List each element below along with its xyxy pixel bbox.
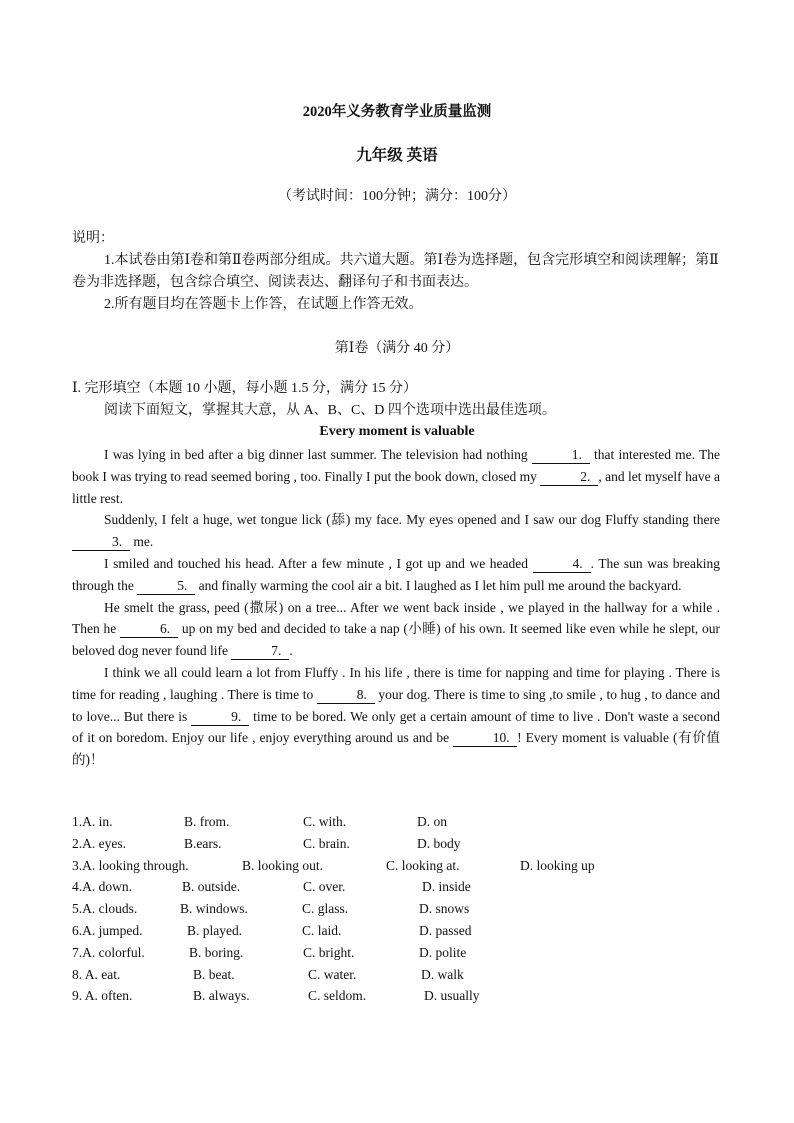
option-row	[72, 901, 722, 923]
option-a: 1.A. in.	[72, 814, 113, 829]
option-row	[72, 814, 722, 836]
option-c: C. with.	[303, 814, 347, 829]
paragraph	[72, 662, 720, 771]
option-b: B. boring.	[189, 944, 244, 960]
paragraph-text: . The sun was breaking through the	[72, 555, 720, 593]
blank-9: 9.	[191, 709, 249, 726]
option-c: C. brain.	[303, 835, 350, 851]
option-a: 6.A. jumped.	[72, 922, 143, 938]
option-d: D. polite	[419, 944, 467, 960]
option-b: B. played.	[187, 922, 243, 938]
option-c: C. water.	[308, 966, 357, 982]
paragraph-text: ! Every moment is valuable (有价值的)！	[72, 730, 721, 768]
option-row	[72, 836, 722, 858]
option-b: B. always.	[193, 988, 250, 1004]
paragraph-text: , and let myself have a little rest.	[72, 468, 720, 506]
blank-3: 3.	[72, 534, 130, 551]
option-d: D. body	[417, 835, 461, 851]
option-d: D. passed	[419, 922, 472, 938]
part-title: 第Ⅰ卷（满分 40 分）	[334, 341, 460, 356]
option-b: B. windows.	[180, 901, 248, 917]
option-c: C. laid.	[302, 922, 342, 938]
option-row	[72, 879, 722, 901]
blank-7: 7.	[231, 643, 289, 660]
option-d: D. looking up	[520, 857, 595, 873]
section-heading: Ⅰ. 完形填空（本题 10 小题，每小题 1.5 分，满分 15 分）	[72, 381, 418, 396]
option-b: B.ears.	[184, 835, 222, 851]
blank-2: 2.	[540, 469, 598, 486]
paragraph-text: your dog. There is time to sing ,to smile , to hug , to dance and to love... But there is	[72, 686, 720, 724]
instructions-label: 说明：	[72, 231, 114, 246]
blank-5: 5.	[137, 578, 195, 595]
blank-10: 10.	[453, 730, 517, 747]
option-a: 5.A. clouds.	[72, 901, 138, 917]
paragraph-text: I think we all could learn a lot from Fluffy . In his life , there is time for napping and time for playing . There is time for reading , laughing . There is time to	[72, 664, 720, 702]
blank-4: 4.	[533, 556, 591, 573]
option-row	[72, 967, 722, 989]
passage	[72, 444, 720, 771]
exam-info: （考试时间：100分钟；满分：100分）	[278, 189, 516, 204]
option-d: D. usually	[424, 988, 480, 1004]
paragraph-text: Suddenly, I felt a huge, wet tongue lick (舔) my face. My eyes opened and I saw our dog Fluffy standing there	[104, 512, 720, 528]
option-b: B. looking out.	[242, 857, 324, 873]
paragraph-text: time to be bored. We only get a certain amount of time to live . Don't waste a second of it on boredom. Enjoy our life , enjoy everything around us and be	[72, 708, 721, 746]
option-a: 3.A. looking through.	[72, 857, 189, 873]
option-a: 8. A. eat.	[72, 966, 121, 982]
passage-title: Every moment is valuable	[319, 424, 475, 439]
option-c: C. looking at.	[386, 857, 460, 873]
section-header	[72, 378, 722, 422]
exam-title: 2020年义务教育学业质量监测	[302, 104, 492, 120]
paragraph-text: me.	[130, 534, 154, 550]
exam-subtitle: 九年级 英语	[356, 147, 438, 164]
option-b: B. outside.	[182, 879, 241, 895]
instructions	[72, 228, 722, 316]
blank-6: 6.	[120, 621, 178, 638]
option-c: C. seldom.	[308, 988, 367, 1004]
option-b: B. from.	[184, 814, 230, 829]
option-d: D. inside	[422, 879, 471, 895]
blank-8: 8.	[317, 687, 375, 704]
instruction-2: 2.所有题目均在答题卡上作答，在试题上作答无效。	[104, 297, 423, 312]
paragraph-text: up on my bed and decided to take a nap (小睡) of his own. It seemed like even while he slept, our beloved dog never found life	[72, 621, 720, 659]
instruction-1: 1.本试卷由第Ⅰ卷和第Ⅱ卷两部分组成。共六道大题。第Ⅰ卷为选择题，包含完形填空和阅读理解；第Ⅱ卷为非选择题，包含综合填空、阅读表达、翻译句子和书面表达。	[72, 253, 719, 290]
paragraph	[72, 444, 720, 509]
option-a: 4.A. down.	[72, 879, 132, 895]
option-row	[72, 945, 722, 967]
option-b: B. beat.	[193, 966, 235, 982]
blank-1: 1.	[532, 447, 590, 464]
option-row	[72, 988, 722, 1010]
paragraph-text: I was lying in bed after a big dinner last summer. The television had nothing	[104, 447, 532, 462]
paragraph	[72, 553, 720, 597]
paragraph-text: He smelt the grass, peed (撒尿) on a tree... After we went back inside , we played in the hallway for a while . Then he	[72, 599, 720, 637]
option-d: D. snows	[419, 901, 470, 917]
option-d: D. walk	[421, 966, 464, 982]
option-c: C. bright.	[303, 944, 355, 960]
paragraph	[72, 597, 720, 662]
paragraph	[72, 509, 720, 553]
answer-options	[72, 814, 722, 1010]
paragraph-text: .	[289, 643, 293, 659]
paragraph-text: that interested me. The book I was trying to read seemed boring , too. Finally I put the book down, closed my	[72, 447, 720, 484]
option-c: C. glass.	[302, 901, 349, 917]
paragraph-text: and finally warming the cool air a bit. I laughed as I let him pull me around the backyard.	[195, 577, 682, 593]
option-a: 7.A. colorful.	[72, 944, 145, 960]
option-a: 9. A. often.	[72, 988, 133, 1004]
option-c: C. over.	[303, 879, 346, 895]
option-d: D. on	[417, 814, 447, 829]
option-a: 2.A. eyes.	[72, 835, 126, 851]
option-row	[72, 923, 722, 945]
option-row	[72, 858, 722, 880]
paragraph-text: I smiled and touched his head. After a few minute , I got up and we headed	[104, 555, 533, 571]
section-instruction: 阅读下面短文，掌握其大意，从 A、B、C、D 四个选项中选出最佳选项。	[104, 403, 556, 418]
